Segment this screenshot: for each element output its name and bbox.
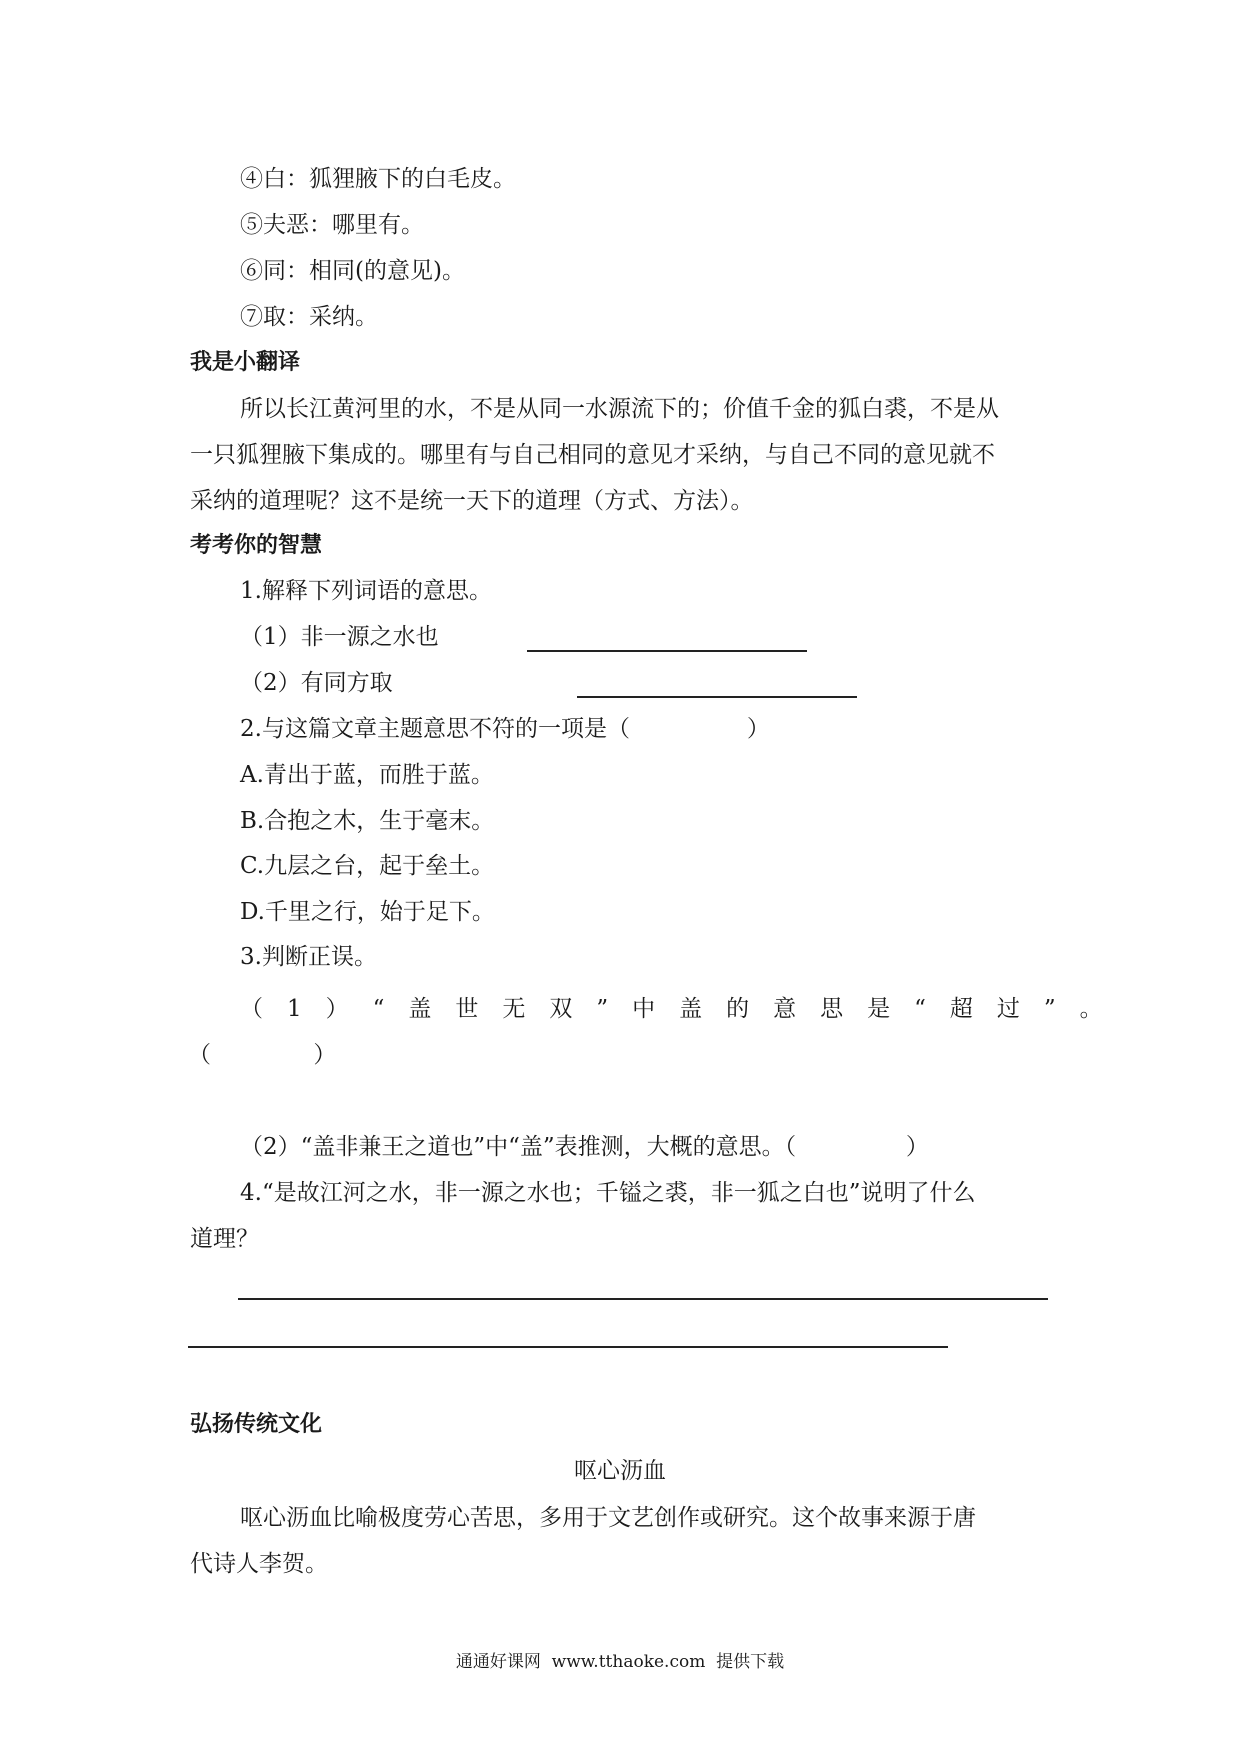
translate-para-line-1: 所以长江黄河里的水，不是从同一水源流下的；价值千金的狐白裘，不是从 — [240, 396, 999, 422]
vocab-line-6: ⑥同：相同(的意见)。 — [240, 258, 465, 284]
question-1-item-2: （2）有同方取 — [240, 670, 393, 696]
translate-heading: 我是小翻译 — [190, 350, 301, 375]
story-title: 呕心沥血 — [574, 1458, 666, 1484]
answer-line-4a[interactable] — [238, 1298, 1048, 1300]
question-2: 2.与这篇文章主题意思不符的一项是（ ） — [240, 716, 770, 742]
translate-para-line-3: 采纳的道理呢？这不是统一天下的道理（方式、方法）。 — [190, 488, 754, 514]
vocab-line-4: ④白：狐狸腋下的白毛皮。 — [240, 166, 516, 192]
question-4-line-1: 4.“是故江河之水，非一源之水也；千镒之裘，非一狐之白也”说明了什么 — [240, 1180, 976, 1206]
question-1: 1.解释下列词语的意思。 — [240, 578, 492, 604]
vocab-line-7: ⑦取：采纳。 — [240, 304, 378, 330]
option-d: D.千里之行，始于足下。 — [240, 899, 495, 925]
question-1-item-1: （1）非一源之水也 — [240, 624, 439, 650]
story-para-line-2: 代诗人李贺。 — [190, 1551, 328, 1577]
question-3-item-1-paren: （ ） — [188, 1042, 337, 1068]
quiz-heading: 考考你的智慧 — [190, 533, 323, 558]
vocab-line-5: ⑤夫恶：哪里有。 — [240, 212, 424, 238]
question-3: 3.判断正误。 — [240, 944, 377, 970]
translate-para-line-2: 一只狐狸腋下集成的。哪里有与自己相同的意见才采纳，与自己不同的意见就不 — [190, 442, 995, 468]
page-footer: 通通好课网 www.tthaoke.com 提供下载 — [455, 1652, 785, 1672]
answer-line-2[interactable] — [577, 696, 857, 698]
option-b: B.合抱之木，生于毫末。 — [240, 808, 495, 834]
story-para-line-1: 呕心沥血比喻极度劳心苦思，多用于文艺创作或研究。这个故事来源于唐 — [240, 1505, 976, 1531]
answer-line-4b[interactable] — [188, 1346, 948, 1348]
question-3-item-1: （1）“盖世无双”中盖的意思是“超过”。 — [240, 996, 1127, 1022]
culture-heading: 弘扬传统文化 — [190, 1412, 323, 1437]
option-c: C.九层之台，起于垒土。 — [240, 853, 495, 879]
answer-line-1[interactable] — [527, 650, 807, 652]
option-a: A.青出于蓝，而胜于蓝。 — [240, 762, 494, 788]
question-4-line-2: 道理？ — [190, 1226, 259, 1252]
question-3-item-2: （2）“盖非兼王之道也”中“盖”表推测，大概的意思。（ ） — [240, 1134, 929, 1160]
